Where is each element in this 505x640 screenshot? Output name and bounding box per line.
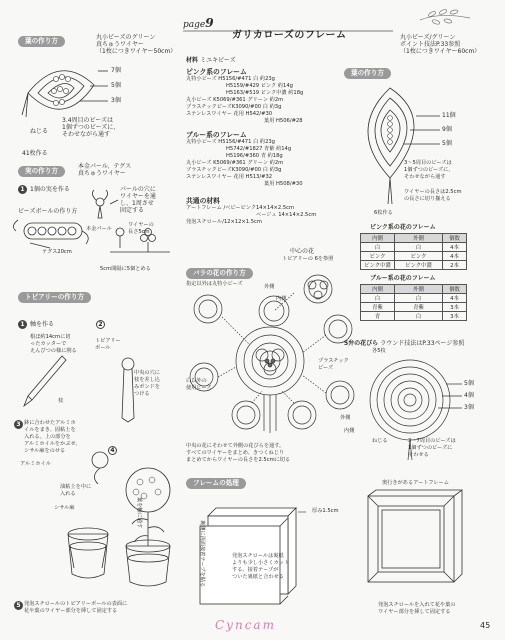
final-2: ワイヤー部分を挿して固定する xyxy=(378,609,451,615)
white-bead-2: 使用ビーズ xyxy=(186,385,212,391)
fruit-pearl-1: パールの穴に xyxy=(120,186,156,193)
table-cell: 2本 xyxy=(443,261,467,270)
leaf-rule-2: 1個ずつのビーズに、 xyxy=(62,124,120,131)
pink-line-5: ステンレスワイヤー 花用 H542/#30 xyxy=(186,111,273,117)
table-cell: ピンク xyxy=(395,252,443,261)
r-leaf-note-2: ポイント技法P.33参照 xyxy=(400,41,461,48)
art-frame-label: 奥行きがあるアートフレーム xyxy=(382,480,449,486)
pink-line-0: 丸特小ビーズ H5156/#471 白 約23g xyxy=(186,76,275,82)
leaf-note-2: 真ちゅうワイヤー xyxy=(96,41,144,48)
pot-drawings xyxy=(40,450,200,600)
rose-outer-label: 外側 xyxy=(264,284,275,290)
table-cell: 4本 xyxy=(443,243,467,252)
materials-label-text: 材料 xyxy=(186,57,199,64)
p-count-4: 4個 xyxy=(464,392,474,399)
blue-th-0: 内側 xyxy=(361,285,395,294)
p-count-3: 3個 xyxy=(464,404,474,411)
pink-th-1: 外側 xyxy=(395,234,443,243)
r-leaf-count: 6枚作る xyxy=(374,210,393,216)
pencil-branch-drawing xyxy=(18,352,78,412)
table-cell: ピンク xyxy=(361,252,395,261)
rose-step-0: 中央の花にそわせて外側の花びらを通す。 xyxy=(186,443,285,449)
page-label-number: 9 xyxy=(205,16,214,30)
table-cell: 4本 xyxy=(443,252,467,261)
r-leaf-note-3: （1枚につきワイヤー60cm） xyxy=(400,48,481,55)
tp-step-3a: 鉢に合わせたアルミホ xyxy=(24,420,76,426)
table-cell: 青 xyxy=(361,312,395,321)
fruit-ball-title: ビーズボールの作り方 xyxy=(18,208,78,215)
table-cell: 白 xyxy=(361,243,395,252)
tp-step-2f: つける xyxy=(134,391,150,397)
r-wire-1: ワイヤーの長さは2.5cm xyxy=(404,189,462,195)
step-4-topiary: 4 xyxy=(108,446,117,455)
pink-line-2: H5163/#519 ピンク中濃 約18g xyxy=(226,90,304,96)
page-label-text: page xyxy=(183,20,206,30)
r-rule-2: 1個ずつのビーズに、 xyxy=(404,167,454,173)
blue-frame-header: ブルー系のフレーム xyxy=(186,131,247,139)
tp-step-1c: えんぴつの様に削る xyxy=(30,348,77,354)
fruit-materials-2: 真ちゅうワイヤー xyxy=(78,170,126,177)
p-rule-3: そわせる xyxy=(408,452,429,458)
final-1: 発泡スチロールを入れて花や葉の xyxy=(378,602,456,608)
tp-step-1: 軸を作る xyxy=(30,321,55,328)
fruit-wire-2: 長さ5cm xyxy=(128,229,150,235)
table-row xyxy=(361,294,467,303)
blue-line-4: プラスチックビーズK3090/#00 白 約3g xyxy=(186,167,282,173)
plastic-bead-2: ビーズ xyxy=(318,365,334,371)
table-row xyxy=(361,243,467,252)
table-cell: 白 xyxy=(361,294,395,303)
common-line-0: アートフレーム /ベビーピンク14×14×2.5cm xyxy=(186,205,295,211)
table-cell: 3本 xyxy=(443,303,467,312)
tp-clay-2: 入れる xyxy=(60,491,76,497)
table-row xyxy=(361,252,467,261)
blue-line-1: H5742/#1827 青紫 約14g xyxy=(226,146,292,152)
p-twist: ねじる xyxy=(372,438,388,444)
tp-step-5b: 花や葉のワイヤー部分を挿して固定する xyxy=(24,608,118,614)
blue-line-0: 丸特小ビーズ H5156/#471 白 約23g xyxy=(186,139,275,145)
foam-note-4: ついた裏紙と合わせる xyxy=(232,574,284,580)
rose-header: バラの花の作り方 xyxy=(186,268,253,279)
rose-step-1: すべてのワイヤーをまとめ、きつくねじり xyxy=(186,450,285,456)
leaf-twist-label: ねじる xyxy=(30,128,49,135)
blue-th-2: 個数 xyxy=(443,285,467,294)
tp-step-3d: アルミホイルをかぶせ、 xyxy=(24,441,81,447)
petal-title-1 xyxy=(344,340,464,348)
tp-step-1b: ったカッターで xyxy=(30,341,67,347)
leaf-note-1: 丸小ビーズのグリーン xyxy=(96,34,156,41)
rose-inner-label: 内側 xyxy=(276,296,287,302)
tp-step-2d: 枝を差し込 xyxy=(134,377,160,383)
fruit-spacing: 5cm間隔に5個とめる xyxy=(100,266,151,272)
r-rule-3: そわせながら通す xyxy=(404,174,446,180)
step-2-topiary: 2 xyxy=(96,320,105,329)
blue-table xyxy=(360,284,467,321)
petal-title-main: 5弁の花びら xyxy=(344,340,379,347)
table-cell: 白 xyxy=(395,243,443,252)
petal-title-3: 各5枚 xyxy=(372,348,386,354)
pink-line-3: 丸小ビーズ K5069/#361 グリーン 約2m xyxy=(186,97,284,103)
p-rule-2: 1個ずつのビーズに xyxy=(408,445,453,451)
plastic-bead-1: プラスチック xyxy=(318,358,349,364)
fruit-materials-1: 本金パール、テグス xyxy=(78,163,132,170)
blue-line-3: 丸小ビーズ K5069/#361 グリーン 約2m xyxy=(186,160,284,166)
brand-logo: Cyncam xyxy=(215,618,276,632)
leaf-ornament-icon xyxy=(420,9,470,25)
tp-step-5a: 発泡スチロールのトピアリーボールの表面に xyxy=(24,601,128,607)
frame-process-header: フレームの処理 xyxy=(186,478,246,489)
table-cell: 白 xyxy=(395,312,443,321)
p-inner: 内側 xyxy=(344,428,355,434)
thickness-label: 厚み1.5cm xyxy=(312,508,339,514)
tp-step-3b: イルをまき、固粘土を xyxy=(24,427,76,433)
table-cell: 3本 xyxy=(443,312,467,321)
table-cell: 青紫 xyxy=(395,303,443,312)
blue-table-title: ブルー系の花のフレーム xyxy=(370,275,436,282)
leaf-count-5: 5個 xyxy=(111,82,121,89)
fruit-pearl-2: ワイヤーを通 xyxy=(120,193,156,200)
tp-step-3f: アルミホイル xyxy=(20,461,51,467)
blue-line-2: H5196/#360 青 約18g xyxy=(226,153,283,159)
leaf-count-label: 41枚作る xyxy=(22,150,48,157)
center-flower-2: トピアリーの 6を参照 xyxy=(282,256,334,262)
page-number: 45 xyxy=(480,621,491,630)
tp-step-2a: トピアリー xyxy=(95,338,121,344)
foam-note-2: よりも少し小さくカット xyxy=(232,560,290,566)
fruit-header: 実の作り方 xyxy=(18,166,65,177)
table-row xyxy=(361,312,467,321)
blue-line-6: 葉用 H508/#30 xyxy=(264,181,303,187)
p-count-5: 5個 xyxy=(464,380,474,387)
table-cell: 4本 xyxy=(443,294,467,303)
leaf-rule-1: 3.4周目のビーズは xyxy=(62,117,114,124)
step-3-topiary: 3 xyxy=(14,420,23,429)
tp-step-4a: 葉を軸に通す xyxy=(136,497,142,529)
rose-diagram xyxy=(190,265,360,440)
fruit-pearl-3: し、1周させ xyxy=(120,200,154,207)
petal-title-ref: ラウンド技法はP.33ページ参照 xyxy=(380,340,465,347)
pink-line-1: H5159/#429 ピンク 約14g xyxy=(226,83,293,89)
r-count-9: 9個 xyxy=(442,126,452,133)
pink-table-title: ピンク系の花のフレーム xyxy=(370,224,436,231)
r-leaf-header: 葉の作り方 xyxy=(344,68,391,79)
step-5-topiary: 5 xyxy=(14,601,23,610)
fruit-step-1: 1個の実を作る xyxy=(30,186,70,193)
blue-line-5: ステンレスワイヤー 花用 H513/#32 xyxy=(186,174,273,180)
pink-frame-header: ピンク系のフレーム xyxy=(186,68,247,76)
r-leaf-note-1: 丸小ビーズ/グリーン xyxy=(400,34,456,41)
center-flower-1: 中心の花 xyxy=(290,248,315,255)
pink-th-0: 内側 xyxy=(361,234,395,243)
pink-line-4: プラスチックビーズK3090/#00 白 約3g xyxy=(186,104,282,110)
fruit-pearl-4: 固定する xyxy=(120,207,145,214)
tp-step-3c: 入れる。上の部分を xyxy=(24,434,71,440)
table-cell: 白 xyxy=(395,294,443,303)
blue-table-head xyxy=(361,285,467,294)
tp-sisal: シサル麻 xyxy=(54,505,75,511)
tp-step-1d: 枝 xyxy=(58,398,64,404)
pink-line-6: 葉用 H506/#28 xyxy=(264,118,303,124)
fruit-tegusu: テグス20cm xyxy=(42,249,72,255)
r-wire-2: の長さに切り揃える xyxy=(404,196,451,202)
rose-note: 指定以外は丸特小ビーズ xyxy=(186,281,243,287)
pink-th-2: 個数 xyxy=(443,234,467,243)
foam-note-1: 発泡スチロールは裏紙 xyxy=(232,553,284,559)
tp-step-1a: 根ほ約14cmに切 xyxy=(30,334,71,340)
table-cell: ピンク中濃 xyxy=(361,261,395,270)
rose-step-2: まとめてからワイヤーの長さを2.5cmに切る xyxy=(186,457,291,463)
leaf-count-7: 7個 xyxy=(111,67,121,74)
blue-th-1: 外側 xyxy=(395,285,443,294)
r-rule-1: 3〜5周目のビーズは xyxy=(404,160,452,166)
art-frame-drawing xyxy=(362,490,472,600)
step-1-topiary: 1 xyxy=(18,320,27,329)
table-cell: ピンク中濃 xyxy=(395,261,443,270)
fruit-wire-1: ワイヤーの xyxy=(128,222,154,228)
table-cell: 青紫 xyxy=(361,303,395,312)
materials-brand: ミユキビーズ xyxy=(200,57,236,64)
tp-step-2e: みボンドを xyxy=(134,384,160,390)
foam-note-3: する。接着テープが xyxy=(232,567,279,573)
leaf-count-3: 3個 xyxy=(111,97,121,104)
page-title: ガリカローズのフレーム xyxy=(232,30,347,41)
pink-table-head xyxy=(361,234,467,243)
materials-label xyxy=(186,57,236,65)
leaf-header-left: 葉の作り方 xyxy=(18,36,65,47)
r-count-11: 11個 xyxy=(442,112,456,119)
tp-step-2c: 中央の穴に xyxy=(134,370,160,376)
pink-table xyxy=(360,233,467,270)
tp-clay-1: 油粘土を中に xyxy=(60,484,92,490)
p-rule-1: 3〜7周目のビーズは xyxy=(408,438,456,444)
tape-label: 裏側に両面接着テープを貼る xyxy=(199,520,205,588)
topiary-header: トピアリーの作り方 xyxy=(18,292,91,303)
step-1-fruit: 1 xyxy=(18,185,27,194)
common-materials-header: 共通の材料 xyxy=(186,197,220,205)
p-outer: 外側 xyxy=(340,415,351,421)
table-row xyxy=(361,261,467,270)
tp-step-3e: シサル麻をのせる xyxy=(24,448,66,454)
white-bead-1: 白以外の xyxy=(186,378,207,384)
leaf-rule-3: そわせながら通す xyxy=(62,131,111,138)
table-row xyxy=(361,303,467,312)
leaf-note-3: （1枚につきワイヤー50cm） xyxy=(96,48,177,55)
tp-step-2b: ボール xyxy=(95,345,111,351)
r-count-5: 5個 xyxy=(442,140,452,147)
common-line-2: 発泡スチロール/12×12×1.5cm xyxy=(186,219,262,225)
common-line-1: ベージュ 14×14×2.5cm xyxy=(256,212,317,218)
fruit-pearl-label: 本金パール xyxy=(86,226,112,232)
